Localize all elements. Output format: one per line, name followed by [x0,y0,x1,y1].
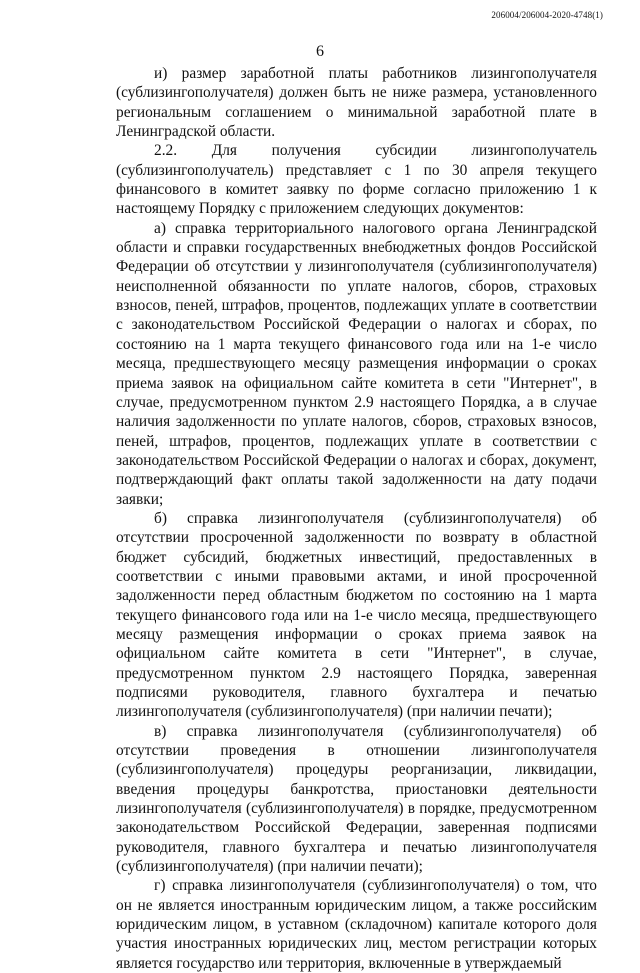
page-number: 6 [316,43,324,60]
paragraph-b-debt-certificate: б) справка лизингополучателя (сублизингополучателя) об отсутствии просроченной задолженности по возврату в областной бюджет субсидий, бюджетных инвестиций, предоставленных в соответствии с иными правовыми актами, и иной просроченной задолженности перед областным бюджетом по состоянию на 1 марта текущего финансового года или на 1-е число месяца, предшествующего месяцу размещения информации о сроках приема заявок на официальном сайте комитета в сети "Интернет", в случае, предусмотренном пунктом 2.9 настоящего Порядка, заверенная подписями руководителя, главного бухгалтера и печатью лизингополучателя (сублизингополучателя) (при наличии печати); [116,509,597,721]
paragraph-2-2: 2.2. Для получения субсидии лизингополучатель (сублизингополучатель) представляет с 1 по 30 апреля текущего финансового в комитет заявку по форме согласно приложению 1 к настоящему Порядку с приложением следующих документов: [116,142,597,218]
paragraph-i-salary: и) размер заработной платы работников лизингополучателя (сублизингополучателя) должен быть не ниже размера, установленного региональным соглашением о минимальной заработной плате в Ленинградской области. [116,65,597,141]
paragraph-v-reorganization-certificate: в) справка лизингополучателя (сублизингополучателя) об отсутствии проведения в отношении лизингополучателя (сублизингополучателя) процедуры реорганизации, ликвидации, введения процедуры банкротства, приостановки деятельности лизингополучателя (сублизингополучателя) в порядке, предусмотренном законодательством Российской Федерации, заверенная подписями руководителя, главного бухгалтера и печатью лизингополучателя (сублизингополучателя) (при наличии печати); [116,722,597,876]
document-number: 206004/206004-2020-4748(1) [491,10,603,20]
paragraph-a-tax-certificate: а) справка территориального налогового органа Ленинградской области и справки государственных внебюджетных фондов Российской Федерации об отсутствии у лизингополучателя (сублизингополучателя) неисполненной обязанности по уплате налогов, сборов, страховых взносов, пеней, штрафов, процентов, подлежащих уплате в соответствии с законодательством Российской Федерации о налогах и сборах, по состоянию на 1 марта текущего финансового года или на 1-е число месяца, предшествующего месяцу размещения информации о сроках приема заявок на официальном сайте комитета в сети "Интернет", в случае, предусмотренном пунктом 2.9 настоящего Порядка, а в случае наличия задолженности по уплате налогов, сборов, страховых взносов, пеней, штрафов, процентов, подлежащих уплате в соответствии с законодательством Российской Федерации о налогах и сборах, документ, подтверждающий факт оплаты такой задолженности на дату подачи заявки; [116,219,597,508]
document-body [116,64,597,973]
paragraph-g-foreign-entity-certificate: г) справка лизингополучателя (сублизингополучателя) о том, что он не является иностранным юридическим лицом, а также российским юридическим лицом, в уставном (складочном) капитале которого доля участия иностранных юридических лиц, местом регистрации которых является государство или территория, включенные в утверждаемый [116,877,597,972]
